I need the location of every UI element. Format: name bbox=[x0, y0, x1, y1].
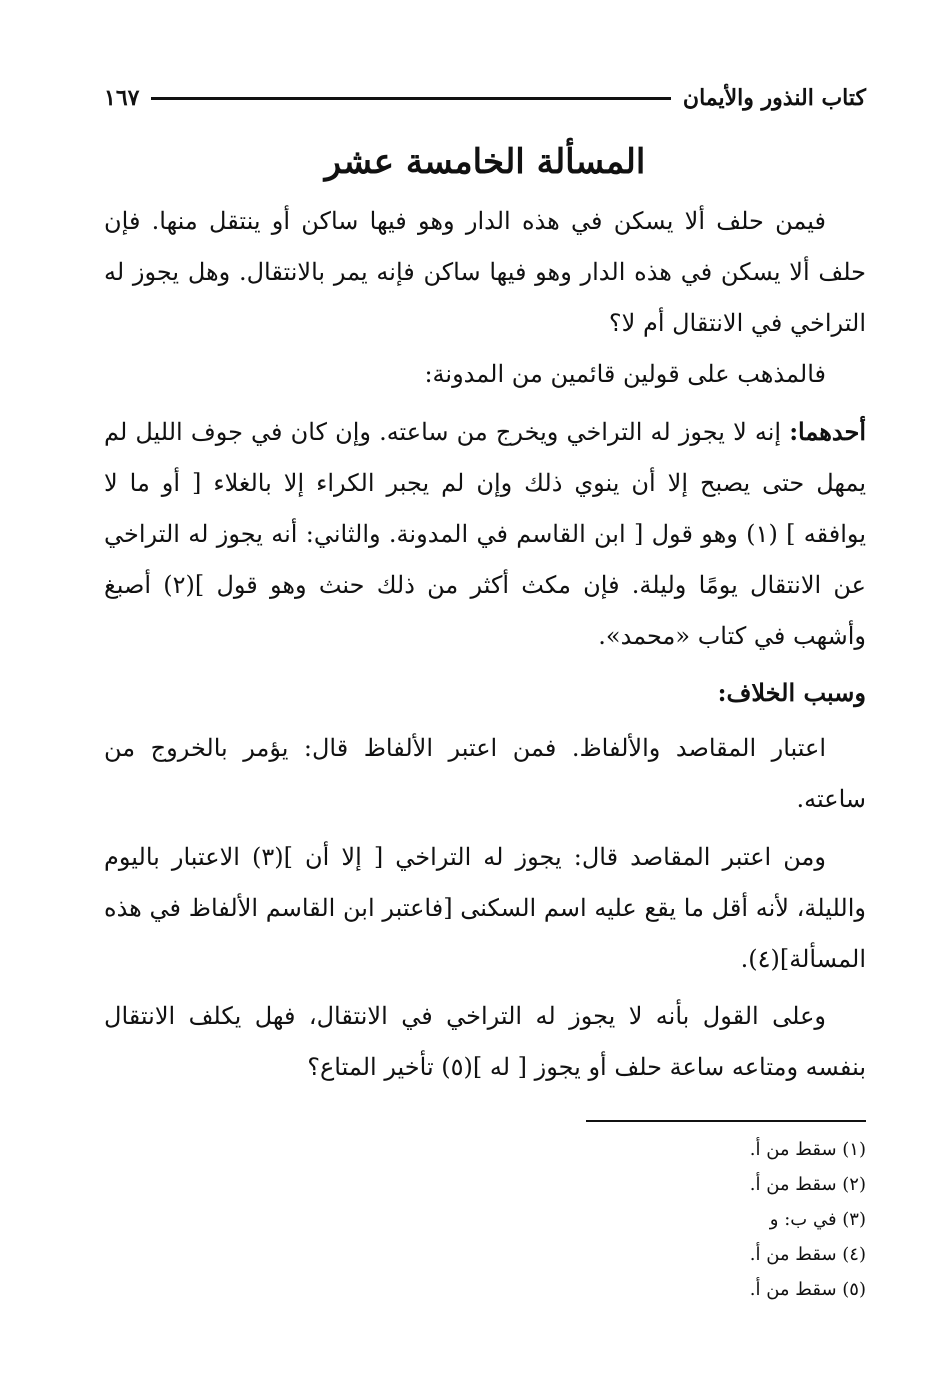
madhhab-paragraph: فالمذهب على قولين قائمين من المدونة: bbox=[424, 360, 826, 388]
chapter-title: المسألة الخامسة عشر bbox=[324, 142, 646, 182]
first-opinion-lead: أحدهما: bbox=[789, 417, 866, 446]
running-header-title: كتاب النذور والأيمان bbox=[682, 85, 866, 111]
footnote-1: (١) سقط من أ. bbox=[749, 1139, 866, 1160]
footnote-3: (٣) في ب: و bbox=[769, 1209, 866, 1230]
opinions-block bbox=[104, 406, 866, 662]
cause-paragraph: اعتبار المقاصد والألفاظ. فمن اعتبر الألفاظ قال: يؤمر بالخروج من ساعته. bbox=[104, 734, 866, 813]
cause-paragraph-block bbox=[104, 723, 866, 825]
first-opinion-text: إنه لا يجوز له التراخي ويخرج من ساعته. وإن كان في جوف الليل لم يمهل حتى يصبح إلا أن ينوي ذلك وإن لم يجبر الكراء إلا بالغلاء [ أو ما لا يوافقه ] (١) وهو قول [ ابن القاسم في المدونة. والثاني: أنه يجوز له التراخي عن الانتقال يومًا وليلة. فإن مكث أكثر من ذلك حنث وهو قول ](٢) أصبغ وأشهب في كتاب «محمد». bbox=[104, 418, 866, 650]
footnote-4: (٤) سقط من أ. bbox=[749, 1244, 866, 1265]
final-block bbox=[104, 991, 866, 1093]
footnote-2: (٢) سقط من أ. bbox=[749, 1174, 866, 1195]
page-number: ١٦٧ bbox=[104, 85, 140, 111]
maqasid-block bbox=[104, 832, 866, 985]
footnote-5: (٥) سقط من أ. bbox=[749, 1279, 866, 1300]
intro-block bbox=[104, 196, 866, 400]
header-rule bbox=[151, 97, 670, 100]
intro-paragraph: فيمن حلف ألا يسكن في هذه الدار وهو فيها ساكن أو ينتقل منها. فإن حلف ألا يسكن في هذه الدار وهو فيها ساكن فإنه يمر بالانتقال. وهل يجوز له التراخي في الانتقال أم لا؟ bbox=[104, 207, 866, 337]
footnote-rule bbox=[586, 1120, 866, 1122]
final-paragraph: وعلى القول بأنه لا يجوز له التراخي في الانتقال، فهل يكلف الانتقال بنفسه ومتاعه ساعة حلف أو يجوز [ له ](٥) تأخير المتاع؟ bbox=[104, 1002, 866, 1081]
maqasid-paragraph: ومن اعتبر المقاصد قال: يجوز له التراخي [ إلا أن ](٣) الاعتبار باليوم والليلة، لأنه أقل ما يقع عليه اسم السكنى [فاعتبر ابن القاسم الألفاظ في هذه المسألة](٤). bbox=[104, 843, 866, 973]
first-opinion-paragraph bbox=[104, 406, 866, 662]
footnotes bbox=[500, 1132, 866, 1307]
cause-heading: وسبب الخلاف: bbox=[717, 678, 866, 707]
cause-block bbox=[104, 667, 866, 718]
running-header bbox=[104, 78, 866, 118]
